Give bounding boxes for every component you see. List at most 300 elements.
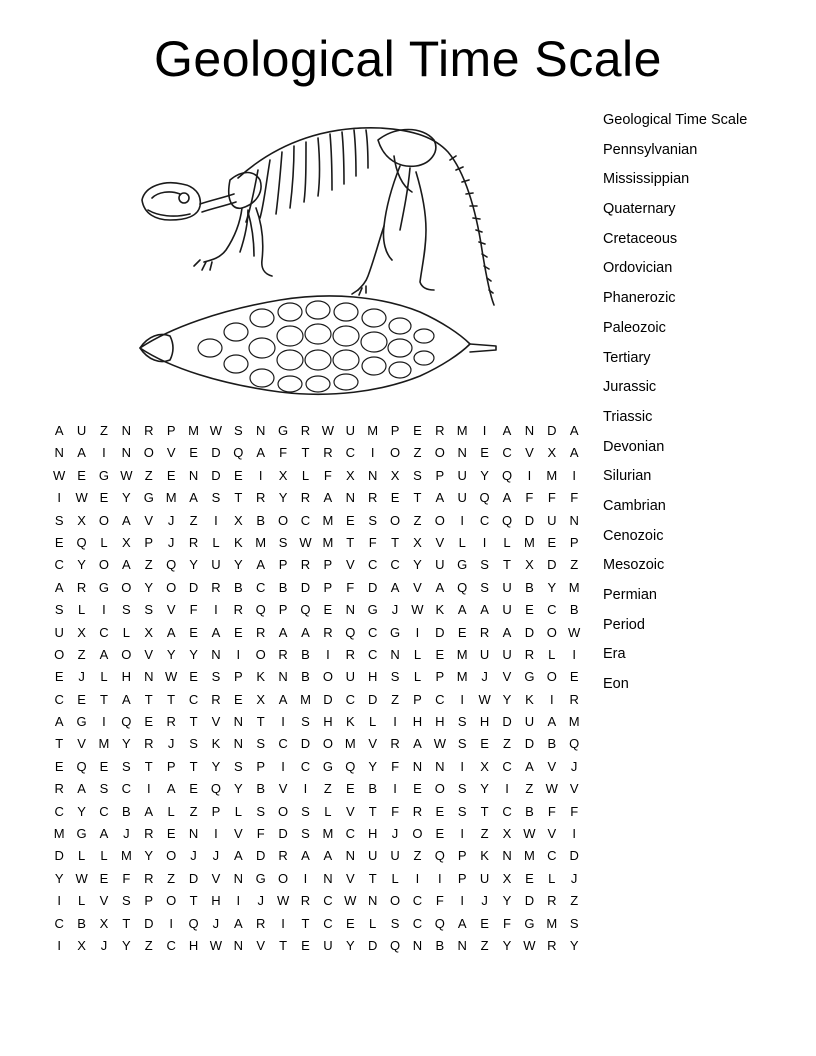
grid-cell: R <box>278 646 288 662</box>
grid-cell: A <box>435 579 445 595</box>
grid-cell: P <box>457 870 467 886</box>
grid-cell: D <box>188 870 199 886</box>
grid-cell: E <box>457 624 467 640</box>
grid-cell: F <box>279 445 288 461</box>
grid-cell: X <box>256 691 266 707</box>
grid-row <box>48 532 585 554</box>
grid-cell: R <box>144 870 154 886</box>
grid-cell: R <box>300 490 311 506</box>
grid-cell: Q <box>457 579 468 595</box>
grid-cell: S <box>256 736 266 752</box>
grid-cell: L <box>100 848 108 864</box>
grid-cell: J <box>123 826 130 842</box>
grid-cell: N <box>345 602 355 618</box>
grid-cell: Z <box>167 870 176 886</box>
grid-cell: A <box>502 624 512 640</box>
grid-cell: T <box>503 557 511 573</box>
grid-cell: Y <box>547 579 557 595</box>
grid-cell: F <box>122 870 131 886</box>
grid-cell: Q <box>434 848 445 864</box>
grid-cell: V <box>256 937 266 953</box>
grid-row <box>48 622 585 644</box>
grid-cell: A <box>301 848 310 864</box>
grid-cell: M <box>546 915 558 931</box>
word-list-item: Devonian <box>603 438 665 455</box>
grid-cell: B <box>547 736 557 752</box>
grid-cell: I <box>460 893 465 909</box>
grid-cell: S <box>144 602 154 618</box>
grid-cell: S <box>457 714 467 730</box>
grid-row <box>48 420 585 442</box>
grid-cell: I <box>214 826 218 842</box>
grid-cell: X <box>278 467 288 483</box>
grid-row <box>48 733 585 755</box>
grid-cell: N <box>345 490 355 506</box>
grid-cell: F <box>547 490 556 506</box>
grid-cell: R <box>233 602 244 618</box>
grid-cell: A <box>54 714 64 730</box>
grid-cell: A <box>413 736 422 752</box>
grid-cell: N <box>188 467 199 483</box>
grid-cell: I <box>482 534 487 550</box>
grid-cell: Z <box>570 893 579 909</box>
grid-cell: L <box>369 714 377 730</box>
grid-cell: G <box>524 915 535 931</box>
grid-cell: E <box>166 826 176 842</box>
grid-cell: S <box>413 467 422 483</box>
grid-cell: T <box>167 691 176 707</box>
grid-cell: L <box>548 870 556 886</box>
grid-cell: A <box>480 602 489 618</box>
grid-cell: O <box>278 803 289 819</box>
grid-cell: G <box>143 490 154 506</box>
grid-cell: Q <box>501 512 513 528</box>
grid-cell: U <box>76 423 87 438</box>
grid-cell: F <box>391 758 400 774</box>
grid-cell: W <box>545 781 558 797</box>
grid-row <box>48 778 585 800</box>
grid-cell: F <box>435 893 444 909</box>
grid-cell: O <box>98 557 110 573</box>
grid-cell: R <box>54 781 64 797</box>
grid-cell: Q <box>210 781 221 797</box>
grid-cell: W <box>321 423 335 438</box>
grid-cell: K <box>480 848 489 864</box>
grid-cell: E <box>435 646 445 662</box>
grid-cell: J <box>78 669 85 685</box>
grid-cell: M <box>53 826 65 842</box>
grid-cell: M <box>322 826 334 842</box>
dinosaur-illustration <box>130 100 510 405</box>
grid-cell: A <box>502 423 512 438</box>
grid-cell: E <box>99 490 109 506</box>
grid-cell: A <box>525 758 534 774</box>
grid-cell: I <box>102 445 106 461</box>
grid-cell: U <box>479 870 490 886</box>
grid-cell: I <box>57 937 61 953</box>
grid-cell: C <box>547 602 557 618</box>
grid-cell: C <box>256 579 266 595</box>
word-list-item: Period <box>603 616 645 633</box>
grid-cell: L <box>77 893 86 909</box>
grid-cell: M <box>523 534 535 550</box>
grid-cell: E <box>435 826 445 842</box>
grid-cell: N <box>412 758 423 774</box>
grid-cell: I <box>460 691 465 707</box>
word-list-item: Silurian <box>603 468 652 485</box>
grid-cell: W <box>344 893 357 909</box>
grid-cell: I <box>258 467 263 483</box>
grid-cell: U <box>345 423 355 438</box>
grid-cell: Y <box>480 781 489 797</box>
grid-cell: Q <box>434 915 445 931</box>
grid-cell: N <box>278 669 288 685</box>
grid-cell: R <box>435 423 445 438</box>
grid-cell: X <box>233 512 243 528</box>
word-list-item: Cretaceous <box>603 230 678 247</box>
grid-cell: R <box>569 691 579 707</box>
grid-cell: P <box>435 467 445 483</box>
grid-cell: Y <box>77 803 86 819</box>
grid-cell: C <box>99 624 109 640</box>
grid-row <box>48 599 585 621</box>
grid-cell: I <box>146 781 151 797</box>
grid-cell: T <box>368 803 377 819</box>
grid-cell: X <box>122 534 131 550</box>
grid-cell: H <box>479 714 490 730</box>
word-list-item: Jurassic <box>603 379 657 396</box>
grid-cell: P <box>144 893 154 909</box>
grid-cell: Y <box>569 937 579 953</box>
grid-cell: D <box>278 826 288 842</box>
grid-cell: S <box>480 579 489 595</box>
grid-cell: O <box>546 669 557 685</box>
grid-cell: S <box>390 915 400 931</box>
grid-cell: A <box>54 579 64 595</box>
grid-cell: O <box>389 512 401 528</box>
grid-cell: Z <box>570 557 579 573</box>
grid-cell: A <box>77 781 86 797</box>
grid-cell: F <box>570 803 579 819</box>
grid-cell: Y <box>77 557 86 573</box>
grid-cell: E <box>233 691 243 707</box>
grid-cell: X <box>502 826 512 842</box>
grid-cell: I <box>303 781 308 797</box>
grid-cell: X <box>547 445 557 461</box>
grid-row <box>48 577 585 599</box>
word-list-item: Quaternary <box>603 201 676 218</box>
grid-cell: R <box>144 736 154 752</box>
grid-cell: A <box>256 445 266 461</box>
grid-cell: Q <box>345 758 356 774</box>
grid-cell: C <box>390 557 400 573</box>
grid-cell: Y <box>278 490 288 506</box>
grid-cell: Y <box>144 579 154 595</box>
grid-row <box>48 913 585 935</box>
grid-cell: P <box>323 579 333 595</box>
grid-cell: M <box>322 534 334 550</box>
grid-cell: J <box>167 736 175 752</box>
grid-cell: R <box>256 624 266 640</box>
grid-cell: N <box>345 848 355 864</box>
grid-cell: J <box>570 870 578 886</box>
grid-cell: D <box>547 557 557 573</box>
grid-cell: M <box>367 423 379 438</box>
grid-cell: O <box>434 512 445 528</box>
grid-cell: W <box>53 467 66 483</box>
word-list-item: Phanerozic <box>603 290 676 307</box>
grid-cell: D <box>54 848 64 864</box>
grid-cell: I <box>281 758 285 774</box>
grid-cell: T <box>122 915 131 931</box>
grid-cell: D <box>524 736 535 752</box>
grid-cell: C <box>345 691 355 707</box>
grid-cell: G <box>389 624 401 640</box>
grid-cell: D <box>256 848 266 864</box>
grid-cell: I <box>303 870 308 886</box>
grid-cell: L <box>212 534 220 550</box>
grid-cell: C <box>479 512 490 528</box>
grid-cell: C <box>300 512 311 528</box>
grid-cell: S <box>211 490 221 506</box>
word-list-item: Cambrian <box>603 497 666 514</box>
grid-cell: X <box>77 624 86 640</box>
grid-cell: Y <box>122 736 131 752</box>
grid-cell: Y <box>233 557 243 573</box>
grid-cell: J <box>167 512 175 528</box>
grid-cell: L <box>100 669 108 685</box>
grid-cell: U <box>479 646 490 662</box>
grid-cell: T <box>279 937 288 953</box>
grid-cell: A <box>189 490 198 506</box>
grid-cell: W <box>75 490 88 506</box>
grid-cell: V <box>345 870 355 886</box>
grid-cell: J <box>167 534 175 550</box>
grid-cell: S <box>569 915 579 931</box>
grid-cell: E <box>569 669 579 685</box>
grid-cell: W <box>478 691 491 707</box>
grid-cell: S <box>122 758 131 774</box>
grid-row <box>48 487 585 509</box>
grid-cell: Q <box>300 602 311 618</box>
grid-cell: A <box>457 602 467 618</box>
grid-cell: M <box>255 534 267 550</box>
grid-cell: A <box>256 557 266 573</box>
grid-cell: W <box>523 937 536 953</box>
grid-cell: B <box>368 781 377 797</box>
grid-cell: V <box>547 826 557 842</box>
grid-cell: M <box>456 646 468 662</box>
grid-cell: G <box>76 826 87 842</box>
grid-cell: R <box>390 736 400 752</box>
grid-cell: N <box>390 646 400 662</box>
word-list-item: Tertiary <box>603 349 651 366</box>
grid-cell: Y <box>502 893 512 909</box>
grid-cell: M <box>456 423 468 438</box>
grid-cell: F <box>346 579 355 595</box>
grid-cell: B <box>525 803 534 819</box>
grid-cell: B <box>569 602 579 618</box>
grid-row <box>48 644 585 666</box>
grid-cell: M <box>546 467 558 483</box>
grid-cell: M <box>344 736 356 752</box>
grid-cell: C <box>278 736 288 752</box>
grid-cell: Y <box>189 646 198 662</box>
grid-cell: I <box>527 467 532 483</box>
grid-cell: W <box>299 534 312 550</box>
grid-cell: I <box>415 870 420 886</box>
grid-cell: U <box>502 646 512 662</box>
grid-cell: D <box>435 624 445 640</box>
grid-cell: L <box>100 534 108 550</box>
grid-cell: A <box>457 915 467 931</box>
grid-cell: H <box>367 826 378 842</box>
grid-cell: L <box>324 803 332 819</box>
grid-cell: R <box>345 646 355 662</box>
grid-cell: Q <box>76 534 87 550</box>
grid-cell: P <box>413 691 422 707</box>
grid-cell: A <box>278 624 288 640</box>
grid-cell: X <box>144 624 154 640</box>
grid-cell: A <box>99 646 109 662</box>
grid-cell: C <box>323 893 333 909</box>
grid-cell: M <box>456 669 468 685</box>
grid-cell: I <box>572 467 576 483</box>
grid-cell: B <box>77 915 86 931</box>
grid-cell: X <box>99 915 109 931</box>
grid-cell: P <box>278 602 288 618</box>
grid-cell: E <box>189 669 198 685</box>
grid-cell: A <box>502 490 512 506</box>
grid-cell: E <box>480 736 489 752</box>
grid-cell: C <box>412 893 423 909</box>
grid-cell: E <box>77 691 86 707</box>
grid-cell: E <box>233 467 243 483</box>
grid-row <box>48 890 585 912</box>
grid-cell: C <box>502 445 512 461</box>
grid-cell: W <box>433 736 446 752</box>
word-list-item: Triassic <box>603 408 653 425</box>
grid-cell: N <box>233 870 244 886</box>
grid-cell: L <box>503 534 511 550</box>
grid-cell: A <box>211 624 221 640</box>
grid-cell: I <box>281 915 285 931</box>
grid-cell: Z <box>413 445 422 461</box>
grid-cell: R <box>547 937 557 953</box>
grid-cell: L <box>77 848 86 864</box>
grid-cell: Z <box>525 781 534 797</box>
grid-cell: W <box>165 669 178 685</box>
grid-cell: O <box>166 579 177 595</box>
grid-cell: W <box>75 870 88 886</box>
grid-cell: E <box>189 781 198 797</box>
grid-cell: G <box>457 557 468 573</box>
grid-cell: I <box>236 893 241 909</box>
grid-cell: J <box>481 893 488 909</box>
grid-cell: V <box>502 669 512 685</box>
grid-cell: Y <box>54 870 64 886</box>
word-list-item: Geological Time Scale <box>603 112 748 128</box>
grid-cell: Z <box>189 512 198 528</box>
grid-cell: V <box>233 826 243 842</box>
grid-cell: P <box>435 669 445 685</box>
grid-cell: E <box>99 758 109 774</box>
word-list-item: Mesozoic <box>603 557 665 574</box>
grid-cell: N <box>412 937 423 953</box>
grid-cell: T <box>346 534 355 550</box>
grid-cell: E <box>99 870 109 886</box>
grid-cell: D <box>524 512 535 528</box>
grid-cell: A <box>390 579 400 595</box>
grid-cell: I <box>460 512 465 528</box>
grid-cell: R <box>256 915 266 931</box>
grid-cell: R <box>323 445 333 461</box>
grid-cell: T <box>100 691 108 707</box>
grid-cell: S <box>233 423 243 438</box>
grid-cell: J <box>212 848 220 864</box>
grid-cell: C <box>121 781 132 797</box>
grid-cell: O <box>98 512 110 528</box>
grid-row <box>48 756 585 778</box>
grid-cell: W <box>276 893 290 909</box>
grid-cell: B <box>278 579 288 595</box>
grid-cell: E <box>166 467 176 483</box>
grid-cell: C <box>300 758 311 774</box>
grid-cell: V <box>345 557 355 573</box>
grid-cell: X <box>502 870 512 886</box>
grid-cell: R <box>524 646 535 662</box>
grid-cell: D <box>367 937 378 953</box>
grid-cell: U <box>323 937 333 953</box>
grid-cell: R <box>300 893 311 909</box>
grid-cell: P <box>323 557 333 573</box>
grid-cell: B <box>435 937 445 953</box>
grid-cell: S <box>189 736 198 752</box>
grid-cell: I <box>482 423 487 438</box>
grid-row <box>48 823 585 845</box>
grid-row <box>48 689 585 711</box>
grid-cell: N <box>211 646 221 662</box>
grid-cell: D <box>547 423 557 438</box>
grid-cell: P <box>256 758 266 774</box>
grid-cell: Y <box>233 781 243 797</box>
grid-cell: G <box>322 758 333 774</box>
grid-cell: I <box>214 512 218 528</box>
grid-cell: I <box>505 781 509 797</box>
grid-cell: T <box>234 490 243 506</box>
grid-cell: G <box>98 579 110 595</box>
grid-cell: R <box>300 423 311 438</box>
grid-cell: Q <box>255 602 266 618</box>
grid-cell: E <box>435 803 445 819</box>
grid-cell: J <box>391 602 399 618</box>
grid-cell: C <box>345 826 355 842</box>
grid-cell: I <box>281 714 285 730</box>
grid-cell: Q <box>121 714 132 730</box>
grid-cell: I <box>460 758 465 774</box>
grid-cell: S <box>54 602 64 618</box>
grid-cell: F <box>189 602 198 618</box>
grid-cell: S <box>211 669 221 685</box>
grid-cell: V <box>166 602 176 618</box>
grid-cell: I <box>57 490 61 506</box>
grid-cell: R <box>144 423 154 438</box>
grid-cell: E <box>345 512 355 528</box>
grid-cell: I <box>460 826 465 842</box>
grid-cell: C <box>367 646 378 662</box>
grid-cell: L <box>122 624 130 640</box>
grid-cell: T <box>55 736 64 752</box>
